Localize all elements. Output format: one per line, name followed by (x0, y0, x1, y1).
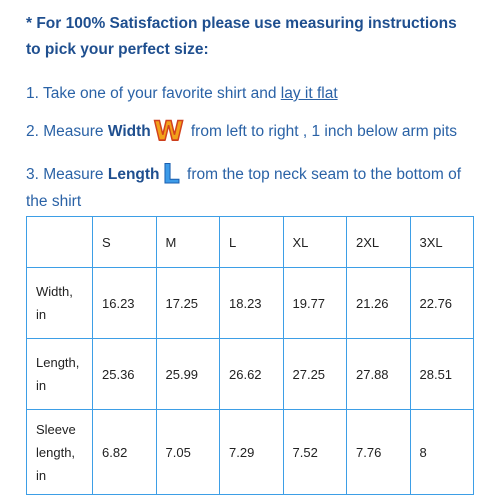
table-cell: 25.36 (93, 339, 157, 410)
row-label-width: Width, in (27, 268, 93, 339)
width-w-icon: W (153, 116, 184, 147)
intro-line-1: * For 100% Satisfaction please use measuring instructions (26, 15, 457, 32)
header-size-xl: XL (283, 217, 347, 268)
table-cell: 27.25 (283, 339, 347, 410)
step-3-prefix: 3. Measure (26, 166, 108, 183)
table-cell: 6.82 (93, 410, 157, 495)
table-cell: 7.05 (156, 410, 220, 495)
header-size-3xl: 3XL (410, 217, 474, 268)
table-cell: 17.25 (156, 268, 220, 339)
table-cell: 7.52 (283, 410, 347, 495)
step-2-prefix: 2. Measure (26, 123, 108, 140)
table-cell: 7.76 (347, 410, 411, 495)
table-row (27, 339, 474, 410)
step-2-bold: Width (107, 123, 151, 140)
row-label-sleeve-length: Sleeve length, in (27, 410, 93, 495)
table-cell: 16.23 (93, 268, 157, 339)
table-cell: 19.77 (283, 268, 347, 339)
size-chart-table (26, 216, 474, 495)
intro-line-2: to pick your perfect size: (26, 41, 209, 58)
table-cell: 21.26 (347, 268, 411, 339)
table-cell: 8 (410, 410, 474, 495)
table-cell: 27.88 (347, 339, 411, 410)
table-cell: 25.99 (156, 339, 220, 410)
step-1-text: 1. Take one of your favorite shirt and (26, 85, 281, 102)
step-3-bold: Length (107, 166, 160, 183)
header-size-l: L (220, 217, 284, 268)
step-3 (26, 161, 461, 215)
row-label-length: Length, in (27, 339, 93, 410)
step-2-suffix: from left to right , 1 inch below arm pits (186, 123, 458, 140)
header-size-s: S (93, 217, 157, 268)
table-row (27, 268, 474, 339)
step-3-line-2: the shirt (26, 193, 82, 210)
table-row (27, 410, 474, 495)
step-1 (26, 80, 338, 107)
step-2 (26, 118, 457, 145)
header-size-m: M (156, 217, 220, 268)
table-cell: 7.29 (220, 410, 284, 495)
header-size-2xl: 2XL (347, 217, 411, 268)
table-cell: 26.62 (220, 339, 284, 410)
table-cell: 18.23 (220, 268, 284, 339)
table-header-row (27, 217, 474, 268)
table-corner-cell (27, 217, 93, 268)
table-cell: 28.51 (410, 339, 474, 410)
length-l-icon: L (162, 159, 180, 190)
table-cell: 22.76 (410, 268, 474, 339)
lay-flat-link[interactable]: lay it flat (280, 85, 338, 102)
step-3-suffix: from the top neck seam to the bottom of (182, 166, 462, 183)
intro-text (26, 11, 457, 63)
